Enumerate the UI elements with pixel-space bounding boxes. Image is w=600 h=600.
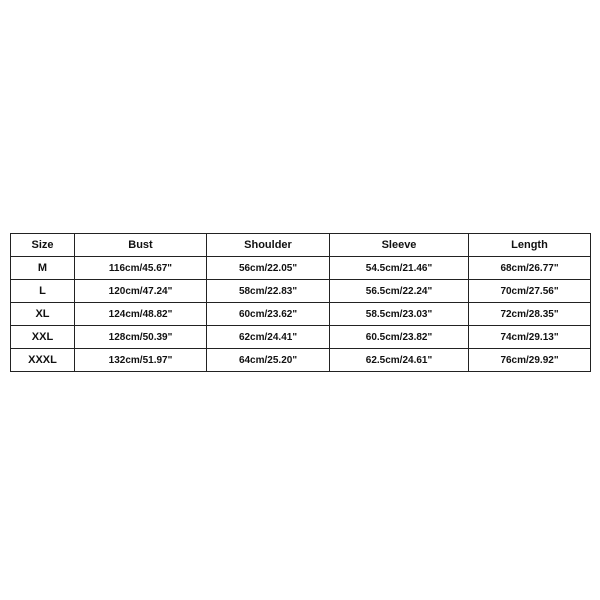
size-cell: XL [11,303,75,326]
length-cell: 74cm/29.13" [469,326,591,349]
header-shoulder: Shoulder [207,234,330,257]
table-row [11,280,591,303]
length-cell: 72cm/28.35" [469,303,591,326]
length-cell: 68cm/26.77" [469,257,591,280]
sleeve-cell: 58.5cm/23.03" [330,303,469,326]
bust-cell: 116cm/45.67" [75,257,207,280]
header-sleeve: Sleeve [330,234,469,257]
table-row [11,303,591,326]
header-length: Length [469,234,591,257]
header-size: Size [11,234,75,257]
bust-cell: 124cm/48.82" [75,303,207,326]
size-cell: L [11,280,75,303]
bust-cell: 120cm/47.24" [75,280,207,303]
bust-cell: 128cm/50.39" [75,326,207,349]
bust-cell: 132cm/51.97" [75,349,207,372]
sleeve-cell: 54.5cm/21.46" [330,257,469,280]
header-bust: Bust [75,234,207,257]
table-row [11,257,591,280]
sleeve-cell: 56.5cm/22.24" [330,280,469,303]
shoulder-cell: 60cm/23.62" [207,303,330,326]
size-chart-table [10,233,591,372]
shoulder-cell: 58cm/22.83" [207,280,330,303]
header-row [11,234,591,257]
sleeve-cell: 62.5cm/24.61" [330,349,469,372]
length-cell: 70cm/27.56" [469,280,591,303]
table-row [11,349,591,372]
size-cell: XXXL [11,349,75,372]
table-row [11,326,591,349]
length-cell: 76cm/29.92" [469,349,591,372]
shoulder-cell: 62cm/24.41" [207,326,330,349]
size-cell: XXL [11,326,75,349]
size-cell: M [11,257,75,280]
shoulder-cell: 56cm/22.05" [207,257,330,280]
sleeve-cell: 60.5cm/23.82" [330,326,469,349]
shoulder-cell: 64cm/25.20" [207,349,330,372]
